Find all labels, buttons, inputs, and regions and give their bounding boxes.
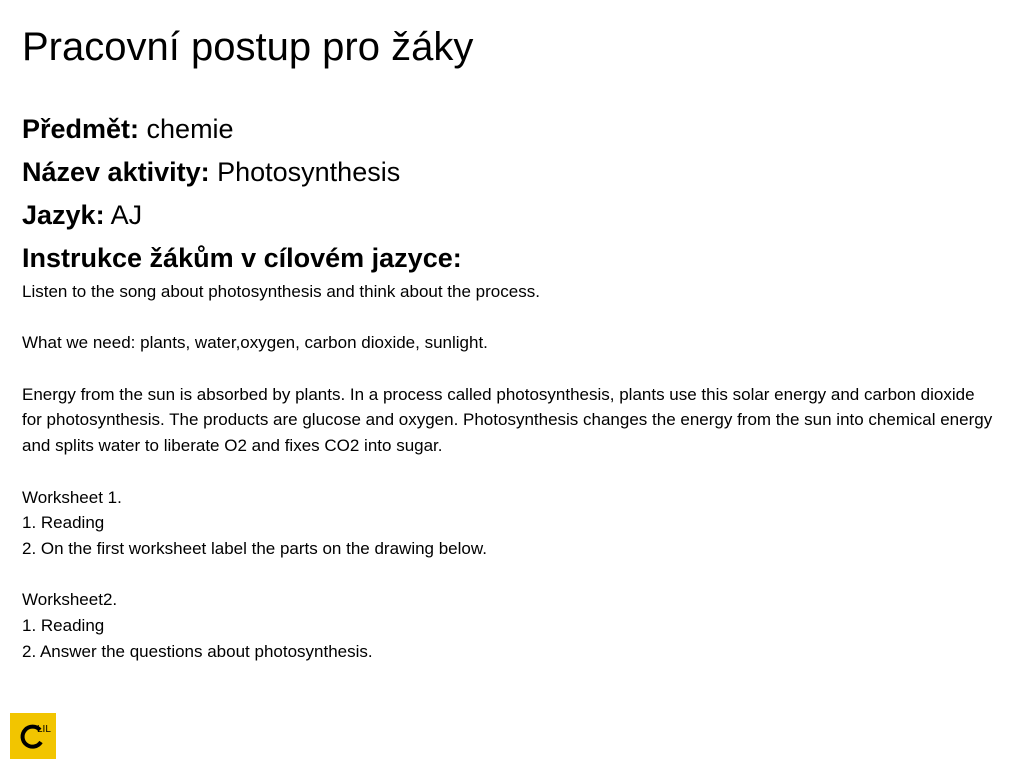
- cil-logo-icon: [10, 713, 56, 759]
- meta-instructions: [22, 237, 1002, 280]
- spacer: [22, 459, 997, 485]
- meta-activity-name-label: Název aktivity:: [22, 157, 210, 187]
- intro-text: Listen to the song about photosynthesis and think about the process.: [22, 282, 540, 301]
- meta-language-value: AJ: [104, 200, 143, 230]
- worksheet1-item: 1. Reading: [22, 513, 105, 533]
- meta-activity-name-value: Photosynthesis: [209, 157, 401, 187]
- cil-logo: [10, 713, 56, 759]
- requirements-text: What we need: plants, water,oxygen, carbon dioxide, sunlight.: [22, 333, 488, 353]
- meta-language: [22, 194, 1002, 237]
- meta-subject-value: chemie: [139, 114, 234, 144]
- worksheet2-item: 1. Reading: [22, 616, 105, 636]
- spacer: [22, 562, 997, 588]
- spacer: [22, 356, 997, 382]
- worksheet1-item: 2. On the first worksheet label the parts on the drawing below.: [22, 538, 487, 558]
- slide-title: Pracovní postup pro žáky: [22, 25, 474, 69]
- meta-instructions-label: Instrukce žákům v cílovém jazyce:: [22, 243, 462, 273]
- instructions-body: [22, 279, 997, 664]
- spacer: [22, 305, 997, 331]
- activity-meta: [22, 108, 1002, 280]
- worksheet2-item: 2. Answer the questions about photosynthesis.: [22, 641, 373, 661]
- meta-subject: [22, 108, 1002, 151]
- logo-text: LIL: [37, 724, 51, 735]
- meta-language-label: Jazyk:: [22, 200, 105, 230]
- photosynthesis-paragraph: Energy from the sun is absorbed by plants. In a process called photosynthesis, plants use this solar energy and carbon dioxide for photosynthesis. The products are glucose and oxygen. Photosynthesis changes the energy from the sun into chemical energy and splits water to liberate O2 and fixes CO2 into sugar.: [22, 384, 993, 456]
- meta-subject-label: Předmět:: [22, 114, 140, 144]
- worksheet2-title: Worksheet2.: [22, 590, 118, 610]
- meta-activity-name: [22, 151, 1002, 194]
- worksheet1-title: Worksheet 1.: [22, 487, 122, 507]
